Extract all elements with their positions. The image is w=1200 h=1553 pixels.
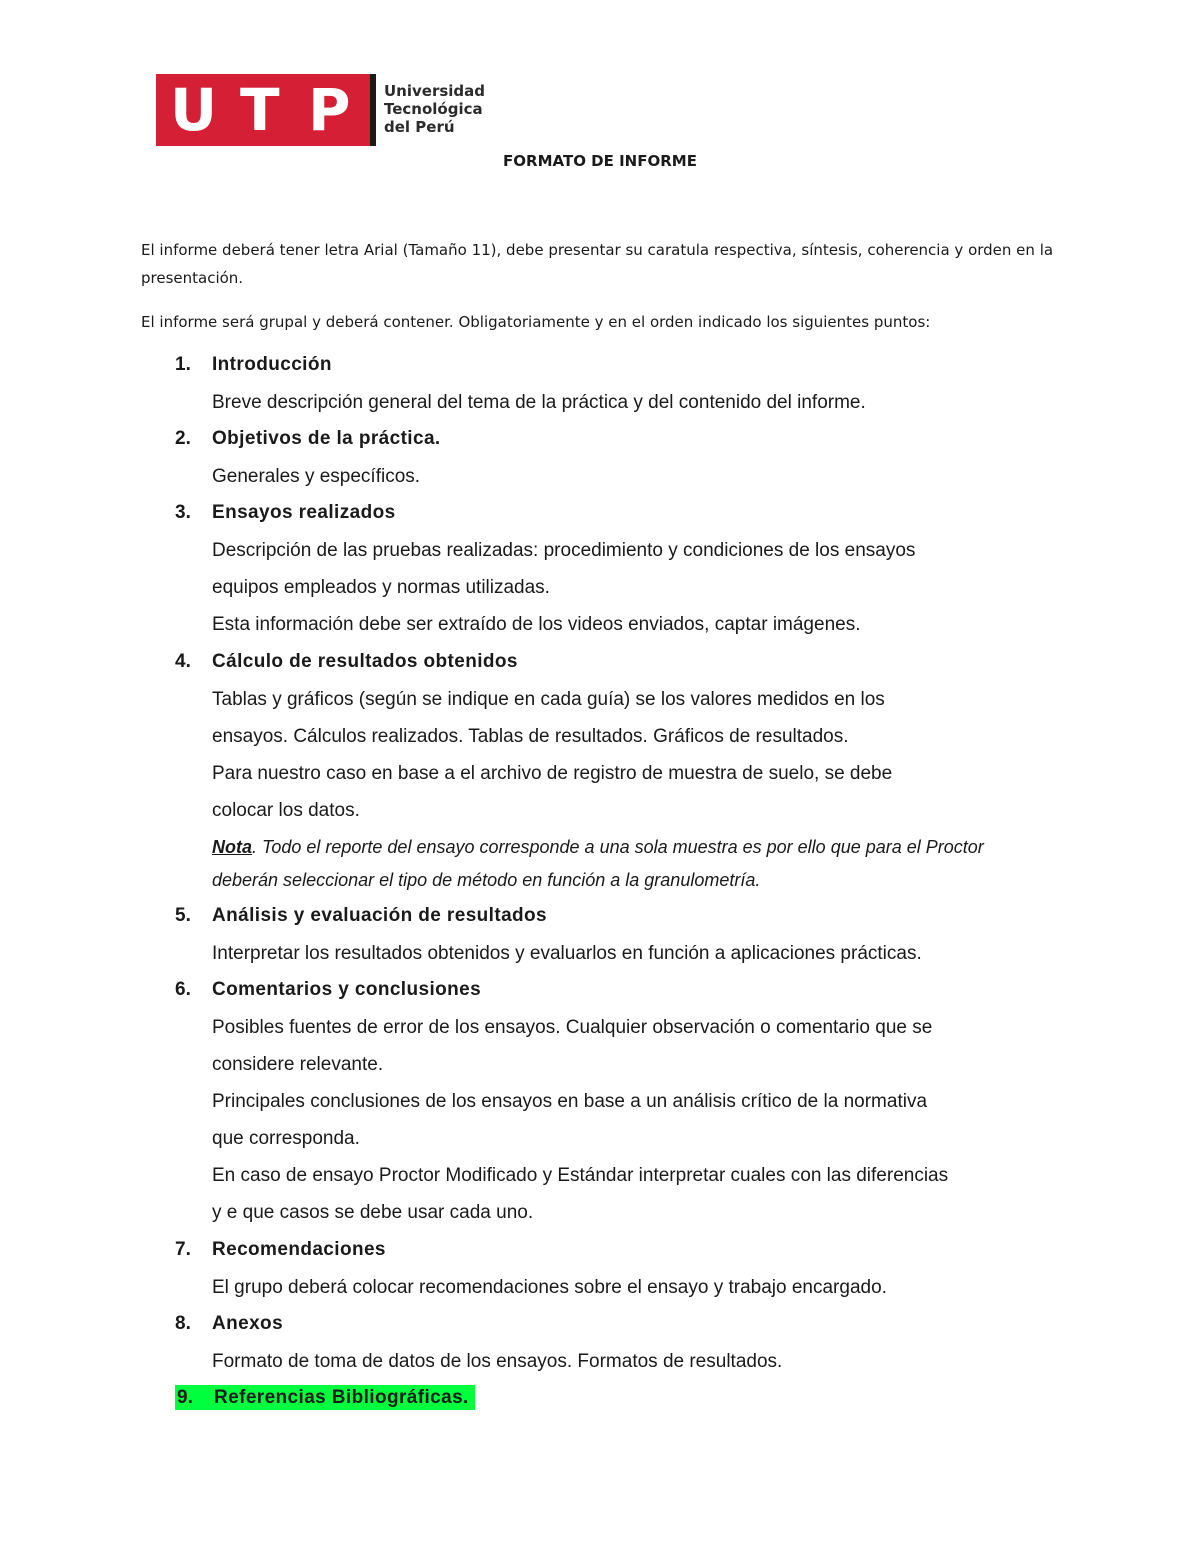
section-description: ensayos. Cálculos realizados. Tablas de resultados. Gráficos de resultados.	[212, 726, 849, 747]
section-description: equipos empleados y normas utilizadas.	[212, 577, 550, 598]
section-number: 3.	[175, 502, 191, 523]
note-line-1	[212, 831, 1072, 863]
section-heading-7	[175, 1239, 1075, 1261]
section-description: Interpretar los resultados obtenidos y evaluarlos en función a aplicaciones prácticas.	[212, 943, 922, 964]
section-description: Breve descripción general del tema de la práctica y del contenido del informe.	[212, 392, 866, 413]
section-description: Descripción de las pruebas realizadas: procedimiento y condiciones de los ensayos	[212, 540, 916, 561]
logo-name-line-1: Universidad	[384, 82, 486, 100]
section-description: que corresponda.	[212, 1128, 360, 1149]
section-number: 4.	[175, 651, 191, 672]
intro-paragraph-1: El informe deberá tener letra Arial (Tamaño 11), debe presentar su caratula respectiva, síntesis, coherencia y orden en la presentación.	[141, 241, 1054, 287]
logo-university-name	[384, 82, 485, 136]
section-heading-6	[175, 979, 1075, 1001]
section-number: 9.	[177, 1387, 193, 1408]
section-number: 7.	[175, 1239, 191, 1260]
section-title: Introducción	[212, 354, 332, 375]
section-description: colocar los datos.	[212, 800, 360, 821]
section-description: Formato de toma de datos de los ensayos. Formatos de resultados.	[212, 1351, 783, 1372]
section-description: Esta información debe ser extraído de los videos enviados, captar imágenes.	[212, 614, 861, 635]
section-number: 6.	[175, 979, 191, 1000]
section-title: Objetivos de la práctica.	[212, 428, 441, 449]
note-label: Nota	[212, 837, 252, 857]
section-title: Recomendaciones	[212, 1239, 386, 1260]
logo-name-line-2: Tecnológica	[384, 100, 483, 118]
section-title: Comentarios y conclusiones	[212, 979, 482, 1000]
logo-name-line-3: del Perú	[384, 118, 455, 136]
section-heading-9	[175, 1387, 1075, 1409]
section-title: Ensayos realizados	[212, 502, 396, 523]
section-heading-4	[175, 651, 1075, 673]
section-title: Cálculo de resultados obtenidos	[212, 651, 518, 672]
section-title: Análisis y evaluación de resultados	[212, 905, 548, 926]
note-line-2: deberán seleccionar el tipo de método en función a la granulometría.	[212, 870, 761, 890]
intro-paragraph-2: El informe será grupal y deberá contener. Obligatoriamente y en el orden indicado los siguientes puntos:	[141, 313, 931, 331]
section-number: 5.	[175, 905, 191, 926]
logo-letter-t: T	[240, 76, 280, 144]
section-heading-1	[175, 354, 1075, 376]
section-description: y e que casos se debe usar cada uno.	[212, 1202, 534, 1223]
section-description: En caso de ensayo Proctor Modificado y Estándar interpretar cuales con las diferencias	[212, 1165, 949, 1186]
section-description: Generales y específicos.	[212, 466, 421, 487]
section-description: Posibles fuentes de error de los ensayos. Cualquier observación o comentario que se	[212, 1017, 933, 1038]
section-title: Anexos	[212, 1313, 284, 1334]
section-description: Principales conclusiones de los ensayos en base a un análisis crítico de la normativa	[212, 1091, 928, 1112]
highlighted-heading	[175, 1385, 475, 1410]
section-heading-5	[175, 905, 1075, 927]
document-title: FORMATO DE INFORME	[503, 152, 697, 170]
section-number: 2.	[175, 428, 191, 449]
section-description: Para nuestro caso en base a el archivo de registro de muestra de suelo, se debe	[212, 763, 893, 784]
section-description: Tablas y gráficos (según se indique en cada guía) se los valores medidos en los	[212, 689, 885, 710]
section-heading-3	[175, 502, 1075, 524]
note-text: . Todo el reporte del ensayo corresponde a una sola muestra es por ello que para el Proctor	[252, 837, 984, 857]
logo-divider	[370, 74, 376, 146]
section-heading-2	[175, 428, 1075, 450]
section-heading-8	[175, 1313, 1075, 1335]
logo-letter-u: U	[170, 76, 218, 144]
section-description: considere relevante.	[212, 1054, 384, 1075]
section-title: Referencias Bibliográficas.	[214, 1387, 469, 1408]
section-description: El grupo deberá colocar recomendaciones sobre el ensayo y trabajo encargado.	[212, 1277, 887, 1298]
logo-letter-p: P	[308, 76, 351, 144]
section-number: 1.	[175, 354, 191, 375]
section-number: 8.	[175, 1313, 191, 1334]
utp-logo	[156, 74, 496, 146]
